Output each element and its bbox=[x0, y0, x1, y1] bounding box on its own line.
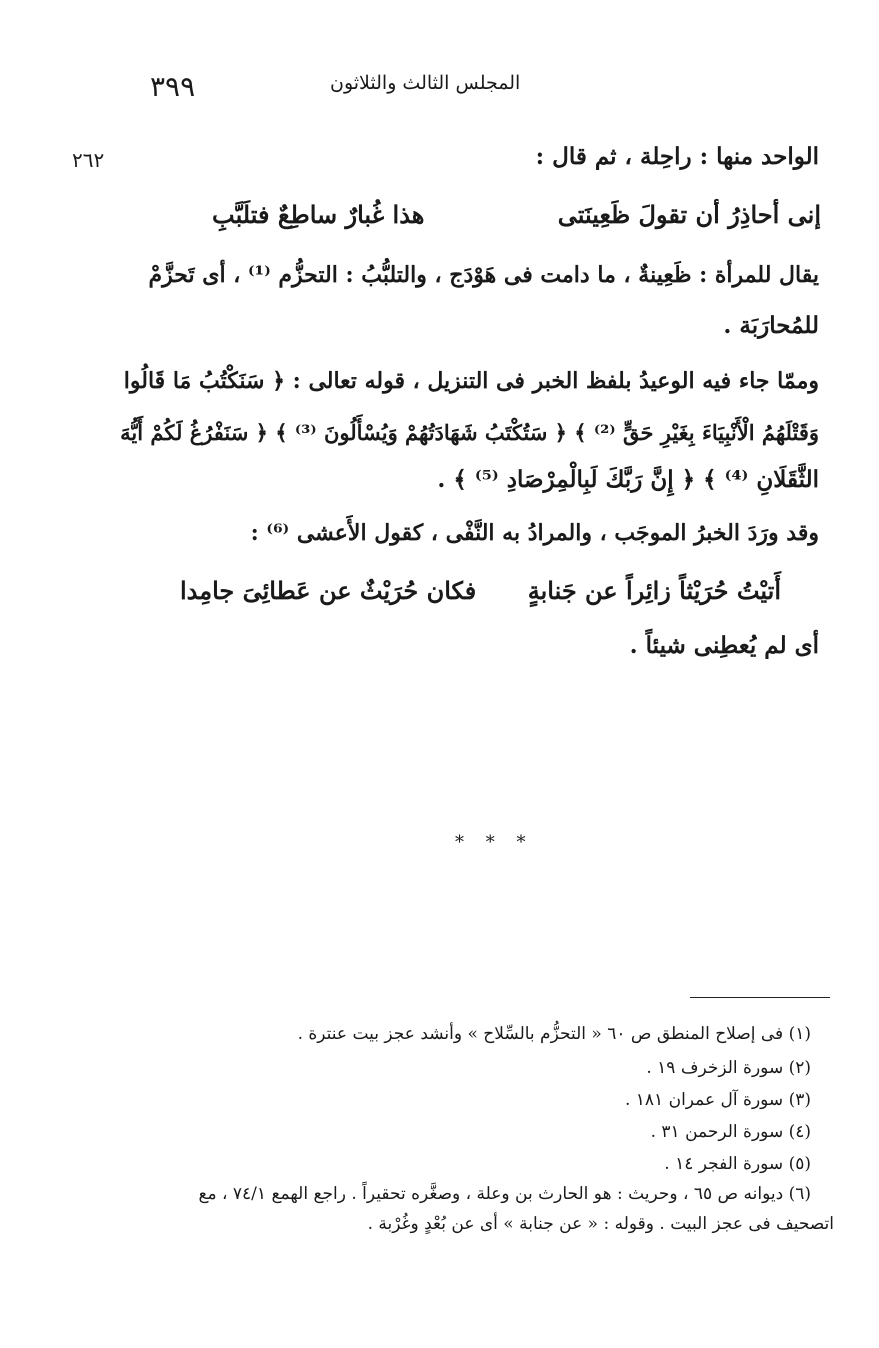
section-separator: * * * bbox=[455, 832, 534, 853]
body-line-2b: للمُحارَبَة . bbox=[723, 312, 819, 339]
verse-2-first-half: أَتيْتُ حُرَيْثاً زائِراً عن جَنابةٍ bbox=[527, 576, 781, 605]
margin-number: ٢٦٢ bbox=[72, 148, 105, 172]
body-line-2a: يقال للمرأة : ظَعِينةٌ ، ما دامت فى هَوْدَج ، والتلبُّبُ : التحزُّم ⁽¹⁾ ، أى تَحزَّمْ bbox=[148, 262, 819, 288]
body-line-3b: وَقَتْلَهُمُ الْأَنْبِيَاءَ بِغَيْرِ حَقٍّ ⁽²⁾ ﴾ ﴿ سَتُكْتَبُ شَهَادَتُهُمْ وَيُسْأَلُونَ ⁽³⁾ ﴾ ﴿ سَنَفْرُغُ لَكُمْ أَيُّهَ bbox=[120, 420, 819, 445]
verse-2-second-half: فكان حُرَيْثٌ عن عَطائِىَ جامِدا bbox=[180, 576, 477, 605]
body-line-3c: الثَّقَلَانِ ⁽⁴⁾ ﴾ ﴿ إِنَّ رَبَّكَ لَبِالْمِرْصَادِ ⁽⁵⁾ ﴾ . bbox=[437, 466, 819, 493]
page-number: ٣٩٩ bbox=[150, 70, 196, 103]
body-line-4: وقد ورَدَ الخبرُ الموجَب ، والمرادُ به النَّفْى ، كقول الأَعشى ⁽⁶⁾ : bbox=[250, 520, 819, 546]
footnote-5: (٥) سورة الفجر ١٤ . bbox=[664, 1154, 811, 1174]
footnote-2: (٢) سورة الزخرف ١٩ . bbox=[646, 1058, 811, 1078]
footnote-6-continued: اتصحيف فى عجز البيت . وقوله : « عن جنابة » أى عن بُعْدٍ وغُرْبة . bbox=[367, 1214, 834, 1234]
footnote-1: (١) فى إصلاح المنطق ص ٦٠ « التحزُّم بالسِّلاح » وأنشد عجز بيت عنترة . bbox=[297, 1024, 811, 1044]
verse-1-second-half: هذا غُبارٌ ساطِعٌ فتلَبَّبِ bbox=[212, 200, 425, 229]
running-title: المجلس الثالث والثلاثون bbox=[330, 72, 521, 94]
body-line-5: أى لم يُعطِنى شيئاً . bbox=[629, 632, 819, 659]
footnote-6: (٦) ديوانه ص ٦٥ ، وحريث : هو الحارث بن وعلة ، وصغَّره تحقيراً . راجع الهمع ٧٤/١ ، مع bbox=[198, 1184, 811, 1204]
footnote-rule bbox=[690, 997, 830, 998]
body-line-3a: وممّا جاء فيه الوعيدُ بلفظ الخبر فى التنزيل ، قوله تعالى : ﴿ سَنَكْتُبُ مَا قَالُوا bbox=[123, 368, 819, 394]
body-line-1: الواحد منها : راحِلة ، ثم قال : bbox=[535, 143, 819, 170]
footnote-4: (٤) سورة الرحمن ٣١ . bbox=[650, 1122, 811, 1142]
verse-1-first-half: إنى أحاذِرُ أن تقولَ ظَعِينَتى bbox=[557, 200, 821, 229]
footnote-3: (٣) سورة آل عمران ١٨١ . bbox=[624, 1090, 811, 1110]
